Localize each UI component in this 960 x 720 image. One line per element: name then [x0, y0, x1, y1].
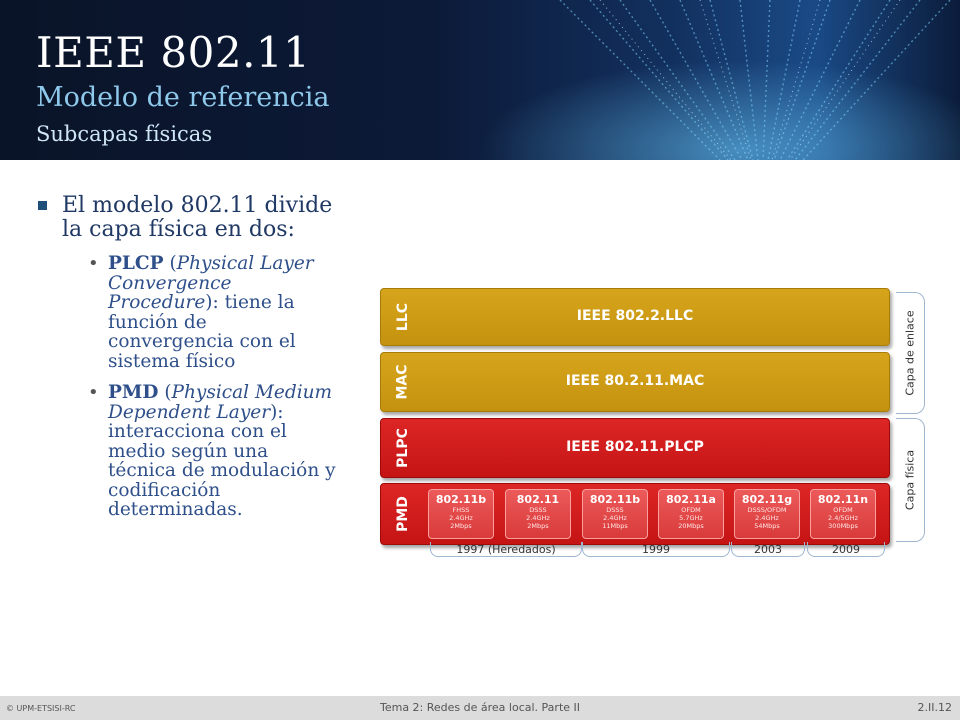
bracket-label: Capa de enlace — [903, 310, 917, 396]
paren-open: ( — [163, 253, 177, 274]
chip-detail: OFDM — [681, 506, 701, 514]
chip-name: 802.11g — [741, 493, 793, 506]
sub-bullet-pmd — [84, 383, 336, 520]
dot-bullet-icon: • — [88, 382, 99, 403]
description-pmd: ): interacciona con el medio según una técnica de modulación y codificación determinadas. — [108, 401, 336, 520]
year-range: 1999 — [582, 542, 730, 557]
chip-detail: 2Mbps — [450, 522, 472, 530]
footer-title: Tema 2: Redes de área local. Parte II — [379, 701, 581, 714]
pmd-chip — [582, 489, 648, 539]
slide-title: IEEE 802.11 — [36, 28, 311, 77]
layer-side-label: PLPC — [395, 428, 411, 468]
year-range: 2003 — [731, 542, 805, 557]
pmd-chip — [810, 489, 876, 539]
layer-side-label: MAC — [394, 364, 411, 400]
chip-detail: 54Mbps — [754, 522, 780, 530]
layer-llc — [380, 288, 890, 346]
chip-detail: DSSS — [529, 506, 547, 514]
slide-number: 2.II.12 — [917, 701, 952, 714]
chip-name: 802.11b — [589, 493, 641, 506]
pmd-chip — [658, 489, 724, 539]
slide-subtitle: Modelo de referencia — [36, 82, 330, 113]
layer-label: IEEE 802.2.LLC — [576, 308, 694, 324]
pmd-chip — [428, 489, 494, 539]
chip-detail: 2.4/5GHz — [828, 514, 858, 522]
sub-bullet-plcp — [84, 254, 336, 371]
chip-detail: 11Mbps — [602, 522, 628, 530]
chip-detail: 2.4GHz — [755, 514, 779, 522]
expansion-plcp: Physical Layer Convergence Procedure — [108, 253, 314, 313]
chip-detail: DSSS/OFDM — [747, 506, 787, 514]
bullet-content — [36, 194, 336, 532]
chip-detail: 2.4GHz — [449, 514, 473, 522]
bracket-link-layer — [896, 292, 925, 414]
chip-detail: 2Mbps — [527, 522, 549, 530]
layer-label: IEEE 80.2.11.MAC — [565, 373, 705, 389]
dot-bullet-icon: • — [88, 253, 99, 274]
layer-plcp — [380, 418, 890, 478]
term-plcp: PLCP — [108, 253, 164, 274]
layer-side-label: LLC — [395, 302, 411, 332]
chip-name: 802.11n — [817, 493, 869, 506]
sub-bullet-list — [36, 254, 336, 520]
layer-side-label: PMD — [394, 496, 411, 532]
footer-bar — [0, 696, 960, 720]
chip-detail: 300Mbps — [828, 522, 858, 530]
main-bullet-text: El modelo 802.11 divide la capa física en dos: — [62, 193, 333, 242]
layer-mac — [380, 352, 890, 412]
year-range: 1997 (Heredados) — [430, 542, 582, 557]
slide-subtitle-2: Subcapas físicas — [36, 122, 213, 146]
title-banner — [0, 0, 960, 160]
chip-detail: 5.7GHz — [679, 514, 703, 522]
pmd-chip — [734, 489, 800, 539]
layer-label: IEEE 802.11.PLCP — [566, 439, 704, 455]
chip-detail: DSSS — [606, 506, 624, 514]
chip-detail: 2.4GHz — [526, 514, 550, 522]
chip-detail: FHSS — [452, 506, 470, 514]
expansion-pmd: Physical Medium Dependent Layer — [108, 382, 333, 423]
chip-name: 802.11a — [666, 493, 716, 506]
square-bullet-icon — [38, 201, 47, 210]
year-range: 2009 — [807, 542, 885, 557]
chip-name: 802.11 — [516, 493, 560, 506]
copyright-text: © UPM-ETSISI-RC — [6, 704, 76, 713]
chip-name: 802.11b — [435, 493, 487, 506]
main-bullet — [36, 194, 336, 242]
bracket-label: Capa física — [903, 449, 917, 511]
pmd-chip — [505, 489, 571, 539]
bracket-physical-layer — [896, 418, 925, 542]
term-pmd: PMD — [108, 382, 159, 403]
chip-detail: 20Mbps — [678, 522, 704, 530]
paren-open: ( — [158, 382, 172, 403]
chip-detail: 2.4GHz — [603, 514, 627, 522]
chip-detail: OFDM — [833, 506, 853, 514]
description-plcp: ): tiene la función de convergencia con el sistema físico — [108, 292, 296, 372]
